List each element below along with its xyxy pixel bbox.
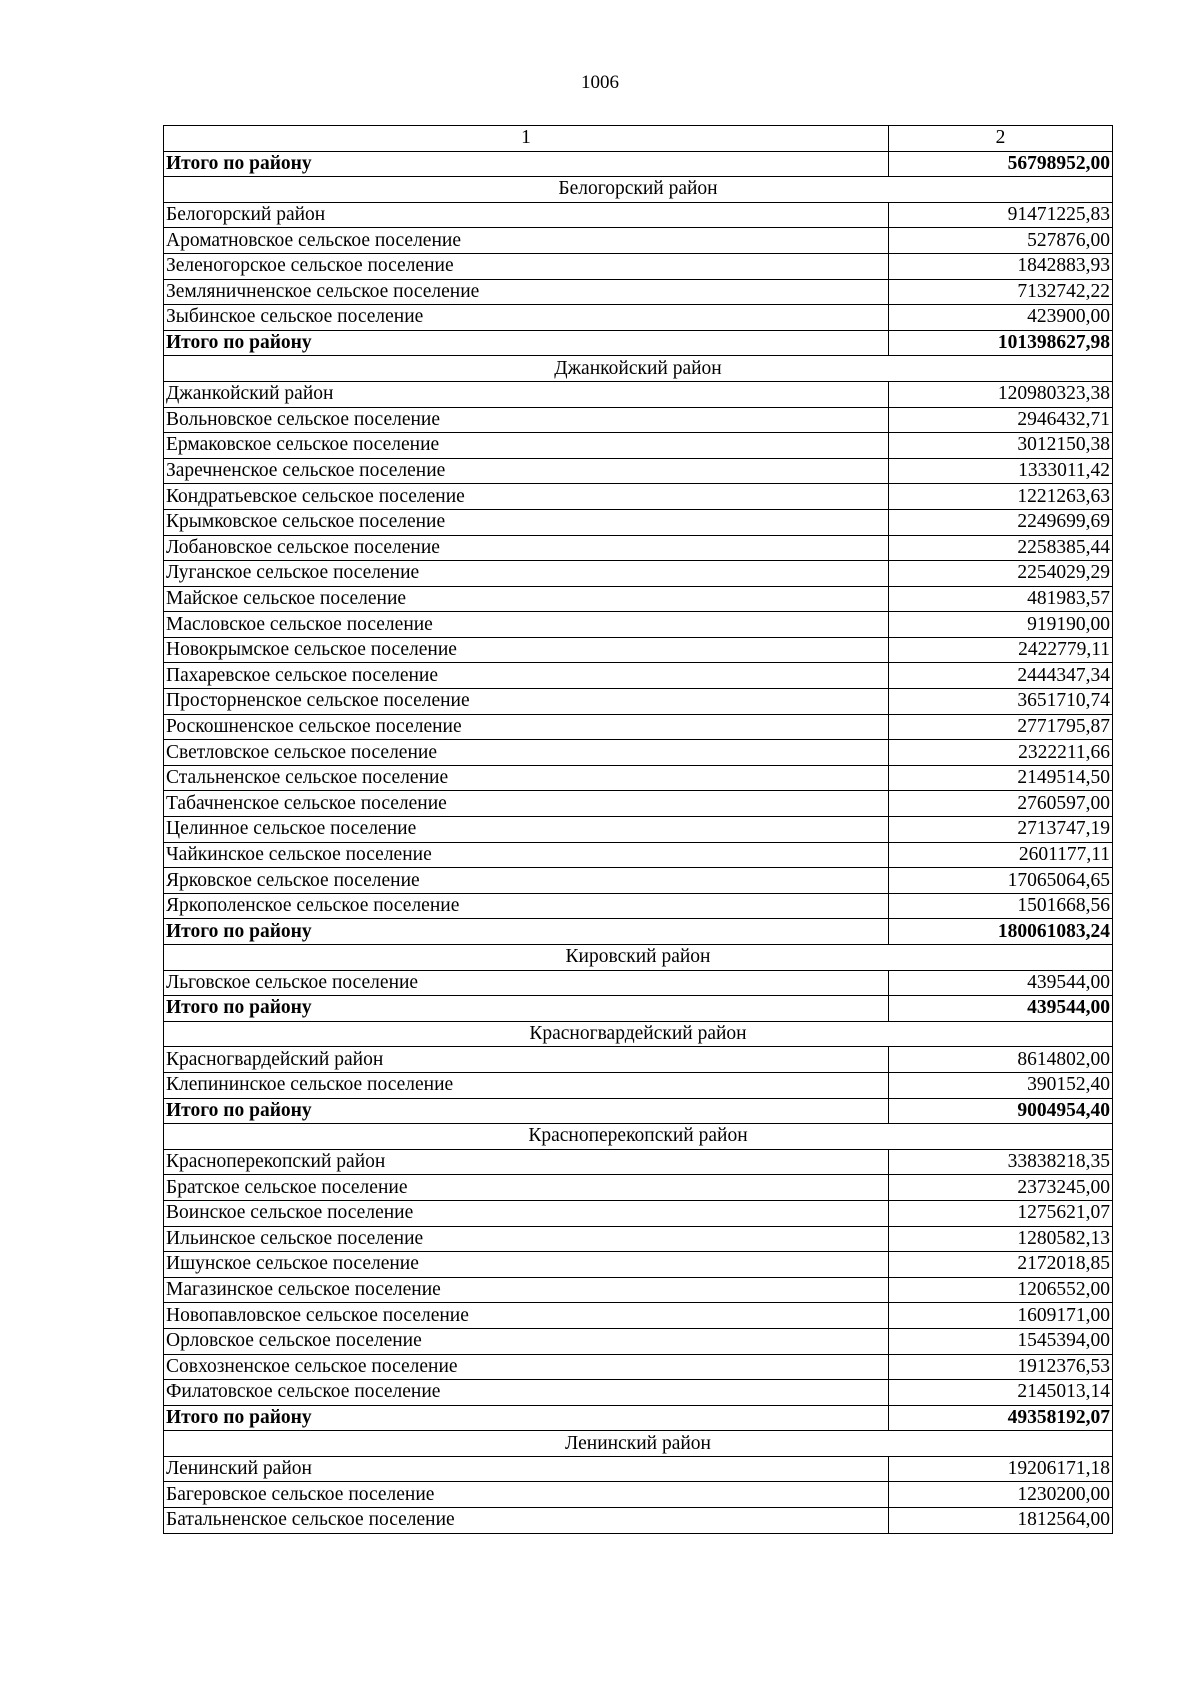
table-row: [164, 817, 1113, 843]
row-value: 439544,00: [889, 970, 1113, 996]
row-name: Новопавловское сельское поселение: [164, 1303, 889, 1329]
table-row: [164, 535, 1113, 561]
table-row: [164, 1328, 1113, 1354]
table-row: [164, 1226, 1113, 1252]
section-row: [164, 1021, 1113, 1047]
row-value: 527876,00: [889, 228, 1113, 254]
table-row: [164, 279, 1113, 305]
table-row: [164, 1149, 1113, 1175]
row-value: 17065064,65: [889, 868, 1113, 894]
row-value: 33838218,35: [889, 1149, 1113, 1175]
row-name: Табачненское сельское поселение: [164, 791, 889, 817]
table-row: [164, 586, 1113, 612]
row-value: 2145013,14: [889, 1380, 1113, 1406]
row-name: Красногвардейский район: [164, 1047, 889, 1073]
section-row: [164, 177, 1113, 203]
section-row: [164, 1431, 1113, 1457]
table-row: [164, 1508, 1113, 1534]
table-row: [164, 509, 1113, 535]
table-row: [164, 1072, 1113, 1098]
row-value: 2713747,19: [889, 817, 1113, 843]
row-name: Ишунское сельское поселение: [164, 1252, 889, 1278]
row-name: Яркополенское сельское поселение: [164, 893, 889, 919]
table-row: [164, 970, 1113, 996]
row-value: 19206171,18: [889, 1456, 1113, 1482]
row-value: 2422779,11: [889, 637, 1113, 663]
row-value: 3651710,74: [889, 689, 1113, 715]
row-name: Орловское сельское поселение: [164, 1328, 889, 1354]
row-name: Ильинское сельское поселение: [164, 1226, 889, 1252]
table-row: [164, 202, 1113, 228]
section-title: Кировский район: [164, 945, 1113, 971]
section-title: Красноперекопский район: [164, 1124, 1113, 1150]
table-row: [164, 407, 1113, 433]
table-row: [164, 1252, 1113, 1278]
column-header-2: 2: [889, 126, 1113, 152]
row-value: 481983,57: [889, 586, 1113, 612]
row-name: Лобановское сельское поселение: [164, 535, 889, 561]
row-name: Льговское сельское поселение: [164, 970, 889, 996]
total-value: 9004954,40: [889, 1098, 1113, 1124]
row-name: Луганское сельское поселение: [164, 561, 889, 587]
section-row: [164, 1124, 1113, 1150]
table-row: [164, 433, 1113, 459]
row-value: 2771795,87: [889, 714, 1113, 740]
total-value: 101398627,98: [889, 330, 1113, 356]
table-row: [164, 663, 1113, 689]
table-row: [164, 561, 1113, 587]
total-row: [164, 330, 1113, 356]
row-value: 2254029,29: [889, 561, 1113, 587]
row-name: Ермаковское сельское поселение: [164, 433, 889, 459]
table-row: [164, 1354, 1113, 1380]
total-value: 180061083,24: [889, 919, 1113, 945]
row-value: 1333011,42: [889, 458, 1113, 484]
table-row: [164, 893, 1113, 919]
table-row: [164, 1047, 1113, 1073]
row-name: Ароматновское сельское поселение: [164, 228, 889, 254]
row-name: Роскошненское сельское поселение: [164, 714, 889, 740]
column-header-1: 1: [164, 126, 889, 152]
table-row: [164, 253, 1113, 279]
row-name: Заречненское сельское поселение: [164, 458, 889, 484]
section-title: Красногвардейский район: [164, 1021, 1113, 1047]
section-row: [164, 945, 1113, 971]
total-row: [164, 1098, 1113, 1124]
row-value: 2172018,85: [889, 1252, 1113, 1278]
page-number: 1006: [581, 72, 619, 93]
row-value: 2946432,71: [889, 407, 1113, 433]
total-row: [164, 996, 1113, 1022]
table-row: [164, 765, 1113, 791]
section-title: Джанкойский район: [164, 356, 1113, 382]
row-name: Земляничненское сельское поселение: [164, 279, 889, 305]
row-value: 1609171,00: [889, 1303, 1113, 1329]
row-value: 2444347,34: [889, 663, 1113, 689]
row-name: Воинское сельское поселение: [164, 1200, 889, 1226]
row-value: 919190,00: [889, 612, 1113, 638]
row-value: 1842883,93: [889, 253, 1113, 279]
table-body: [164, 126, 1113, 1534]
row-value: 8614802,00: [889, 1047, 1113, 1073]
total-value: 49358192,07: [889, 1405, 1113, 1431]
row-name: Кондратьевское сельское поселение: [164, 484, 889, 510]
row-value: 390152,40: [889, 1072, 1113, 1098]
table-row: [164, 228, 1113, 254]
row-name: Братское сельское поселение: [164, 1175, 889, 1201]
budget-table: [163, 125, 1113, 1534]
row-name: Зыбинское сельское поселение: [164, 305, 889, 331]
table-row: [164, 381, 1113, 407]
row-value: 2601177,11: [889, 842, 1113, 868]
row-value: 1206552,00: [889, 1277, 1113, 1303]
section-title: Белогорский район: [164, 177, 1113, 203]
table-row: [164, 1200, 1113, 1226]
table-row: [164, 1175, 1113, 1201]
table-row: [164, 791, 1113, 817]
row-value: 1545394,00: [889, 1328, 1113, 1354]
row-name: Магазинское сельское поселение: [164, 1277, 889, 1303]
row-value: 2249699,69: [889, 509, 1113, 535]
row-name: Масловское сельское поселение: [164, 612, 889, 638]
row-name: Белогорский район: [164, 202, 889, 228]
row-name: Зеленогорское сельское поселение: [164, 253, 889, 279]
total-label: Итого по району: [164, 996, 889, 1022]
row-name: Майское сельское поселение: [164, 586, 889, 612]
row-name: Филатовское сельское поселение: [164, 1380, 889, 1406]
table-row: [164, 1482, 1113, 1508]
row-name: Пахаревское сельское поселение: [164, 663, 889, 689]
section-row: [164, 356, 1113, 382]
row-name: Целинное сельское поселение: [164, 817, 889, 843]
table-row: [164, 689, 1113, 715]
row-name: Совхозненское сельское поселение: [164, 1354, 889, 1380]
row-value: 1501668,56: [889, 893, 1113, 919]
table-row: [164, 612, 1113, 638]
total-row: [164, 151, 1113, 177]
table-row: [164, 842, 1113, 868]
row-value: 2322211,66: [889, 740, 1113, 766]
row-name: Стальненское сельское поселение: [164, 765, 889, 791]
total-label: Итого по району: [164, 1405, 889, 1431]
row-name: Ленинский район: [164, 1456, 889, 1482]
table-row: [164, 637, 1113, 663]
row-name: Чайкинское сельское поселение: [164, 842, 889, 868]
row-value: 1230200,00: [889, 1482, 1113, 1508]
row-name: Новокрымское сельское поселение: [164, 637, 889, 663]
table-row: [164, 868, 1113, 894]
row-value: 2149514,50: [889, 765, 1113, 791]
row-value: 2258385,44: [889, 535, 1113, 561]
row-name: Красноперекопский район: [164, 1149, 889, 1175]
total-label: Итого по району: [164, 919, 889, 945]
total-row: [164, 919, 1113, 945]
row-name: Вольновское сельское поселение: [164, 407, 889, 433]
total-label: Итого по району: [164, 1098, 889, 1124]
row-name: Клепининское сельское поселение: [164, 1072, 889, 1098]
row-value: 7132742,22: [889, 279, 1113, 305]
row-name: Багеровское сельское поселение: [164, 1482, 889, 1508]
header-row: [164, 126, 1113, 152]
row-value: 1275621,07: [889, 1200, 1113, 1226]
table-row: [164, 1277, 1113, 1303]
row-value: 2373245,00: [889, 1175, 1113, 1201]
row-value: 423900,00: [889, 305, 1113, 331]
total-row: [164, 1405, 1113, 1431]
row-name: Крымковское сельское поселение: [164, 509, 889, 535]
row-value: 1221263,63: [889, 484, 1113, 510]
table-row: [164, 1380, 1113, 1406]
row-value: 2760597,00: [889, 791, 1113, 817]
table-row: [164, 740, 1113, 766]
table-row: [164, 484, 1113, 510]
table-row: [164, 1303, 1113, 1329]
row-value: 91471225,83: [889, 202, 1113, 228]
table-row: [164, 458, 1113, 484]
row-name: Джанкойский район: [164, 381, 889, 407]
row-name: Светловское сельское поселение: [164, 740, 889, 766]
row-value: 3012150,38: [889, 433, 1113, 459]
total-label: Итого по району: [164, 151, 889, 177]
table-row: [164, 305, 1113, 331]
row-value: 120980323,38: [889, 381, 1113, 407]
row-value: 1912376,53: [889, 1354, 1113, 1380]
table-row: [164, 1456, 1113, 1482]
row-name: Батальненское сельское поселение: [164, 1508, 889, 1534]
row-value: 1280582,13: [889, 1226, 1113, 1252]
table-row: [164, 714, 1113, 740]
row-name: Ярковское сельское поселение: [164, 868, 889, 894]
total-label: Итого по району: [164, 330, 889, 356]
total-value: 56798952,00: [889, 151, 1113, 177]
total-value: 439544,00: [889, 996, 1113, 1022]
section-title: Ленинский район: [164, 1431, 1113, 1457]
row-name: Просторненское сельское поселение: [164, 689, 889, 715]
row-value: 1812564,00: [889, 1508, 1113, 1534]
